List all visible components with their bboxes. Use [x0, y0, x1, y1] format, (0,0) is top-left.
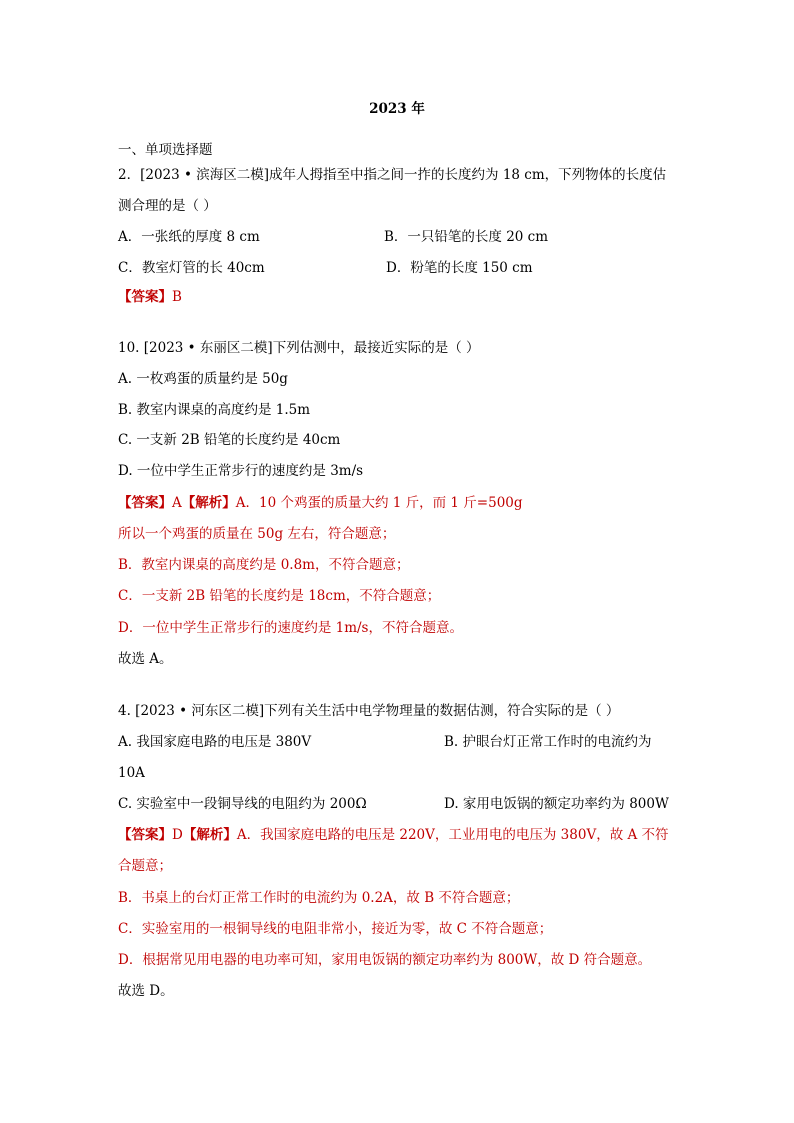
q2-answer [118, 288, 182, 306]
q4-option-c: C. 实验室中一段铜导线的电阻约为 200Ω [118, 796, 367, 812]
answer-label: 【答案】 [118, 289, 172, 305]
q2-option-d: D．粉笔的长度 150 cm [386, 260, 533, 276]
answer-value: A [172, 495, 182, 511]
q10-analysis-line: 所以一个鸡蛋的质量在 50g 左右，符合题意； [118, 526, 396, 542]
q4-conclusion: 故选 D。 [118, 983, 174, 999]
section-heading: 一、单项选择题 [118, 142, 213, 158]
answer-value: D [172, 827, 183, 843]
q10-answer [118, 494, 523, 512]
q10-option-d: D. 一位中学生正常步行的速度约是 3m/s [118, 463, 364, 479]
q4-analysis-line: C．实验室用的一根铜导线的电阻非常小，接近为零，故 C 不符合题意； [118, 921, 553, 937]
q10-option-c: C. 一支新 2B 铅笔的长度约是 40cm [118, 432, 341, 448]
q2-stem-line2: 测合理的是（ ） [118, 198, 217, 214]
q10-stem: 10. [2023 • 东丽区二模]下列估测中，最接近实际的是（ ） [118, 340, 480, 356]
q2-option-b: B．一只铅笔的长度 20 cm [384, 229, 549, 245]
answer-label: 【答案】 [118, 495, 172, 511]
q4-option-d: D. 家用电饭锅的额定功率约为 800W [444, 796, 669, 812]
q4-analysis-line: D．根据常见用电器的电功率可知，家用电饭锅的额定功率约为 800W，故 D 符合题意。 [118, 952, 652, 968]
analysis-text: A．10 个鸡蛋的质量大约 1 斤，而 1 斤=500g [235, 495, 523, 511]
q4-answer [118, 826, 669, 844]
q4-stem: 4. [2023 • 河东区二模]下列有关生活中电学物理量的数据估测，符合实际的是（ ） [118, 703, 620, 719]
q4-analysis-line: B．书桌上的台灯正常工作时的电流约为 0.2A，故 B 不符合题意； [118, 890, 520, 906]
q10-conclusion: 故选 A。 [118, 651, 173, 667]
analysis-label: 【解析】 [182, 827, 237, 843]
q4-option-b-cont: 10A [118, 765, 145, 781]
q4-option-b: B. 护眼台灯正常工作时的电流约为 [444, 734, 652, 750]
q2-option-a: A．一张纸的厚度 8 cm [118, 229, 260, 245]
q10-option-b: B. 教室内课桌的高度约是 1.5m [118, 402, 311, 418]
answer-label: 【答案】 [118, 827, 172, 843]
document-title: 2023 年 [369, 101, 425, 117]
q10-analysis-line: B．教室内课桌的高度约是 0.8m，不符合题意； [118, 557, 410, 573]
analysis-label: 【解析】 [181, 495, 236, 511]
q10-analysis-line: C．一支新 2B 铅笔的长度约是 18cm，不符合题意； [118, 588, 441, 604]
q10-analysis-line: D．一位中学生正常步行的速度约是 1m/s，不符合题意。 [118, 620, 463, 636]
q2-option-c: C．教室灯管的长 40cm [118, 260, 265, 276]
answer-value: B [172, 289, 182, 305]
q10-option-a: A. 一枚鸡蛋的质量约是 50g [118, 371, 288, 387]
q4-option-a: A. 我国家庭电路的电压是 380V [118, 734, 312, 750]
q4-analysis-line: 合题意； [118, 858, 172, 874]
q2-stem-line1: 2．[2023 • 滨海区二模]成年人拇指至中指之间一拃的长度约为 18 cm，下列物体的长度估 [118, 167, 667, 183]
analysis-text: A．我国家庭电路的电压是 220V，工业用电的电压为 380V，故 A 不符 [236, 827, 669, 843]
